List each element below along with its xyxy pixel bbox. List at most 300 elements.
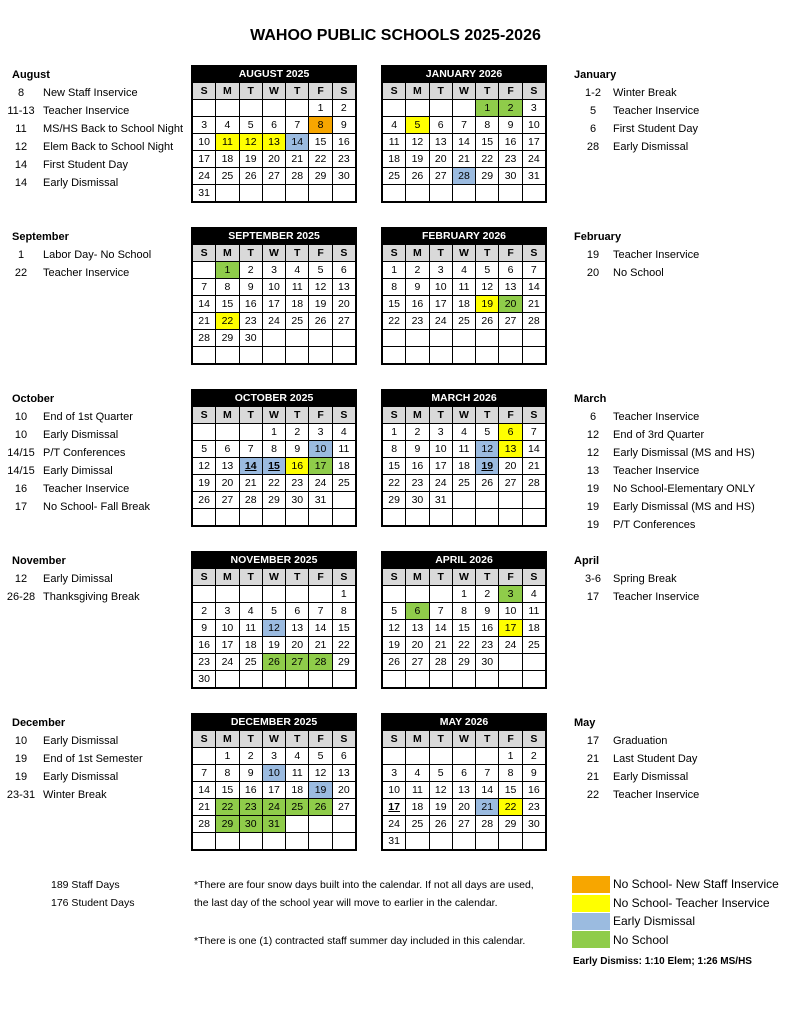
calendar-day: 26: [309, 799, 332, 816]
snow-day-note-line2: the last day of the school year will move to earlier in the calendar.: [194, 897, 498, 909]
calendar-day: 31: [383, 833, 406, 850]
calendar-day: 14: [286, 134, 309, 151]
legend-label-early-dismissal: Early Dismissal: [613, 914, 696, 928]
calendar-week-row: [193, 799, 356, 816]
calendar-day: 21: [286, 151, 309, 168]
calendar-day: 18: [452, 458, 475, 475]
event-date: 1-2: [585, 87, 601, 99]
weekday-label: W: [262, 83, 285, 100]
calendar-day: 24: [383, 816, 406, 833]
calendar-day: 14: [452, 134, 475, 151]
calendar-day: 31: [309, 492, 332, 509]
calendar-day: 23: [193, 654, 216, 671]
calendar-day: 18: [216, 151, 239, 168]
calendar-empty-cell: [262, 586, 285, 603]
calendar-empty-cell: [476, 833, 499, 850]
calendar-day: 8: [216, 279, 239, 296]
weekday-label: S: [522, 731, 545, 748]
calendar-empty-cell: [193, 509, 216, 526]
calendar-day: 11: [286, 765, 309, 782]
calendar-empty-cell: [332, 509, 355, 526]
calendar-empty-cell: [522, 509, 545, 526]
event-date: 23-31: [6, 789, 36, 801]
weekday-label: M: [216, 245, 239, 262]
calendar-day: 17: [383, 799, 406, 816]
calendar-day: 1: [216, 262, 239, 279]
calendar-day: 6: [429, 117, 452, 134]
calendar-empty-cell: [286, 671, 309, 688]
calendar-day: 6: [262, 117, 285, 134]
event-description: Teacher Inservice: [613, 411, 700, 423]
calendar-month-title: JANUARY 2026: [382, 66, 546, 82]
calendar-day: 16: [522, 782, 545, 799]
calendar-empty-cell: [262, 671, 285, 688]
calendar-day: 21: [452, 151, 475, 168]
calendar-day: 21: [522, 296, 545, 313]
calendar-empty-cell: [499, 509, 522, 526]
calendar-day: 19: [429, 799, 452, 816]
calendar-day: 10: [262, 279, 285, 296]
calendar-day: 4: [452, 262, 475, 279]
event-date: 28: [586, 141, 600, 153]
calendar-day: 25: [216, 168, 239, 185]
weekday-header-row: [193, 245, 356, 262]
weekday-label: T: [429, 245, 452, 262]
calendar-empty-cell: [309, 330, 332, 347]
calendar-day: 15: [309, 134, 332, 151]
event-description: End of 1st Semester: [43, 753, 143, 765]
event-date: 12: [14, 141, 28, 153]
event-description: Thanksgiving Break: [43, 591, 140, 603]
section-heading-may: May: [574, 717, 596, 729]
month-calendar: [381, 551, 547, 689]
calendar-day: 11: [286, 279, 309, 296]
calendar-day: 8: [476, 117, 499, 134]
calendar-empty-cell: [239, 185, 262, 202]
calendar-empty-cell: [332, 185, 355, 202]
section-heading-january: January: [574, 69, 617, 81]
calendar-week-row: [193, 833, 356, 850]
calendar-day: 8: [262, 441, 285, 458]
calendar-day: 25: [406, 816, 429, 833]
calendar-day: 27: [499, 475, 522, 492]
calendar-empty-cell: [239, 424, 262, 441]
calendar-day: 6: [332, 262, 355, 279]
event-description: No School- Fall Break: [43, 501, 150, 513]
weekday-label: F: [309, 731, 332, 748]
calendar-empty-cell: [476, 347, 499, 364]
weekday-label: M: [216, 407, 239, 424]
event-date: 21: [586, 753, 600, 765]
calendar-day: 10: [383, 782, 406, 799]
calendar-day: 18: [452, 296, 475, 313]
weekday-label: S: [522, 245, 545, 262]
section-heading-october: October: [12, 393, 55, 405]
weekday-label: S: [193, 245, 216, 262]
calendar-day: 28: [309, 654, 332, 671]
calendar-day: 13: [429, 134, 452, 151]
event-date: 12: [586, 447, 600, 459]
calendar-day: 28: [286, 168, 309, 185]
calendar-day: 12: [429, 782, 452, 799]
event-description: Early Dimissal: [43, 465, 113, 477]
calendar-week-row: [383, 782, 546, 799]
weekday-label: S: [193, 83, 216, 100]
weekday-label: S: [332, 407, 355, 424]
calendar-week-row: [383, 586, 546, 603]
calendar-empty-cell: [309, 347, 332, 364]
calendar-day: 11: [452, 441, 475, 458]
calendar-empty-cell: [216, 509, 239, 526]
weekday-label: S: [332, 245, 355, 262]
weekday-label: M: [406, 569, 429, 586]
calendar-day: 20: [499, 458, 522, 475]
calendar-empty-cell: [216, 185, 239, 202]
calendar-day: 28: [522, 475, 545, 492]
event-description: Teacher Inservice: [613, 591, 700, 603]
calendar-day: 11: [239, 620, 262, 637]
month-calendar: [381, 65, 547, 203]
calendar-empty-cell: [286, 347, 309, 364]
month-calendar: [191, 551, 357, 689]
weekday-label: S: [383, 245, 406, 262]
event-date: 26-28: [6, 591, 36, 603]
weekday-label: T: [239, 731, 262, 748]
event-date: 10: [14, 429, 28, 441]
calendar-day: 5: [429, 765, 452, 782]
calendar-day: 5: [476, 424, 499, 441]
calendar-empty-cell: [522, 654, 545, 671]
calendar-day: 25: [239, 654, 262, 671]
calendar-day: 2: [522, 748, 545, 765]
weekday-label: W: [452, 731, 475, 748]
calendar-empty-cell: [429, 100, 452, 117]
calendar-empty-cell: [239, 671, 262, 688]
month-calendar: [191, 65, 357, 203]
event-description: Early Dismissal: [43, 735, 119, 747]
calendar-day: 29: [332, 654, 355, 671]
calendar-day: 14: [522, 441, 545, 458]
calendar-day: 30: [193, 671, 216, 688]
weekday-label: T: [429, 83, 452, 100]
calendar-empty-cell: [216, 100, 239, 117]
calendar-week-row: [193, 492, 356, 509]
calendar-day: 25: [286, 313, 309, 330]
calendar-day: 10: [262, 765, 285, 782]
event-description: New Staff Inservice: [43, 87, 138, 99]
weekday-label: S: [193, 731, 216, 748]
calendar-empty-cell: [286, 816, 309, 833]
calendar-day: 7: [193, 279, 216, 296]
calendar-empty-cell: [332, 833, 355, 850]
calendar-day: 20: [286, 637, 309, 654]
event-description: Early Dismissal: [43, 177, 119, 189]
calendar-day: 17: [309, 458, 332, 475]
calendar-day: 20: [332, 782, 355, 799]
calendar-day: 13: [262, 134, 285, 151]
weekday-header-row: [193, 407, 356, 424]
weekday-label: T: [476, 245, 499, 262]
weekday-header-row: [383, 245, 546, 262]
calendar-day: 6: [406, 603, 429, 620]
calendar-day: 14: [522, 279, 545, 296]
calendar-day: 6: [499, 262, 522, 279]
summer-day-note: *There is one (1) contracted staff summer day included in this calendar.: [194, 935, 526, 947]
calendar-day: 2: [499, 100, 522, 117]
calendar-week-row: [193, 765, 356, 782]
calendar-day: 21: [522, 458, 545, 475]
calendar-day: 14: [309, 620, 332, 637]
calendar-day: 21: [193, 313, 216, 330]
calendar-empty-cell: [286, 509, 309, 526]
calendar-day: 1: [383, 262, 406, 279]
calendar-week-row: [193, 168, 356, 185]
calendar-empty-cell: [262, 347, 285, 364]
calendar-empty-cell: [522, 671, 545, 688]
calendar-day: 14: [429, 620, 452, 637]
calendar-day: 18: [286, 782, 309, 799]
calendar-day: 16: [239, 296, 262, 313]
event-date: 1: [17, 249, 25, 261]
calendar-day: 8: [499, 765, 522, 782]
calendar-day: 16: [476, 620, 499, 637]
calendar-week-row: [383, 424, 546, 441]
calendar-day: 16: [239, 782, 262, 799]
calendar-day: 28: [452, 168, 475, 185]
calendar-day: 28: [476, 816, 499, 833]
calendar-day: 26: [406, 168, 429, 185]
calendar-day: 24: [499, 637, 522, 654]
calendar-day: 19: [476, 458, 499, 475]
legend-label-new-staff: No School- New Staff Inservice: [613, 877, 779, 891]
calendar-day: 3: [499, 586, 522, 603]
calendar-empty-cell: [332, 492, 355, 509]
calendar-day: 16: [193, 637, 216, 654]
calendar-day: 3: [309, 424, 332, 441]
calendar-week-row: [383, 296, 546, 313]
event-date: 19: [586, 501, 600, 513]
event-description: First Student Day: [613, 123, 698, 135]
calendar-day: 22: [332, 637, 355, 654]
calendar-empty-cell: [309, 509, 332, 526]
event-description: Early Dismissal (MS and HS): [613, 447, 755, 459]
calendar-day: 2: [406, 424, 429, 441]
calendar-day: 30: [476, 654, 499, 671]
calendar-day: 25: [332, 475, 355, 492]
weekday-label: S: [383, 407, 406, 424]
calendar-empty-cell: [499, 671, 522, 688]
event-description: Early Dismissal: [613, 771, 689, 783]
calendar-day: 30: [522, 816, 545, 833]
calendar-day: 29: [499, 816, 522, 833]
calendar-day: 22: [383, 475, 406, 492]
calendar-day: 12: [406, 134, 429, 151]
calendar-week-row: [193, 748, 356, 765]
calendar-day: 27: [452, 816, 475, 833]
calendar-day: 16: [406, 458, 429, 475]
calendar-day: 27: [332, 313, 355, 330]
calendar-day: 8: [216, 765, 239, 782]
event-date: 14: [14, 159, 28, 171]
calendar-day: 5: [309, 748, 332, 765]
event-description: End of 3rd Quarter: [613, 429, 705, 441]
calendar-empty-cell: [452, 185, 475, 202]
calendar-empty-cell: [406, 509, 429, 526]
weekday-label: W: [452, 569, 475, 586]
calendar-day: 1: [499, 748, 522, 765]
calendar-week-row: [383, 654, 546, 671]
calendar-day: 12: [383, 620, 406, 637]
calendar-day: 29: [216, 330, 239, 347]
calendar-empty-cell: [286, 586, 309, 603]
calendar-empty-cell: [522, 492, 545, 509]
section-heading-april: April: [574, 555, 600, 567]
calendar-day: 12: [239, 134, 262, 151]
calendar-day: 13: [332, 765, 355, 782]
weekday-label: T: [286, 731, 309, 748]
calendar-day: 30: [239, 330, 262, 347]
calendar-day: 4: [286, 262, 309, 279]
calendar-day: 24: [309, 475, 332, 492]
event-description: P/T Conferences: [613, 519, 696, 531]
calendar-week-row: [383, 313, 546, 330]
calendar-empty-cell: [262, 509, 285, 526]
calendar-week-row: [193, 134, 356, 151]
calendar-day: 12: [193, 458, 216, 475]
weekday-label: W: [262, 245, 285, 262]
calendar-day: 26: [193, 492, 216, 509]
calendar-day: 27: [406, 654, 429, 671]
calendar-day: 21: [476, 799, 499, 816]
calendar-empty-cell: [193, 833, 216, 850]
calendar-empty-cell: [429, 671, 452, 688]
calendar-empty-cell: [429, 330, 452, 347]
event-date: 22: [14, 267, 28, 279]
calendar-week-row: [383, 603, 546, 620]
calendar-day: 25: [452, 475, 475, 492]
calendar-week-row: [193, 313, 356, 330]
weekday-label: S: [522, 83, 545, 100]
event-date: 19: [586, 483, 600, 495]
calendar-empty-cell: [332, 347, 355, 364]
legend-swatch-no-school: [572, 931, 610, 948]
calendar-day: 9: [499, 117, 522, 134]
calendar-day: 30: [406, 492, 429, 509]
calendar-day: 17: [522, 134, 545, 151]
calendar-day: 3: [522, 100, 545, 117]
calendar-day: 17: [429, 296, 452, 313]
calendar-month-title: OCTOBER 2025: [192, 390, 356, 406]
calendar-day: 1: [309, 100, 332, 117]
event-date: 19: [14, 753, 28, 765]
calendar-empty-cell: [522, 185, 545, 202]
event-description: Teacher Inservice: [613, 249, 700, 261]
section-heading-september: September: [12, 231, 69, 243]
calendar-day: 16: [332, 134, 355, 151]
calendar-day: 11: [216, 134, 239, 151]
weekday-label: F: [499, 731, 522, 748]
calendar-day: 25: [452, 313, 475, 330]
weekday-label: T: [239, 245, 262, 262]
calendar-empty-cell: [429, 586, 452, 603]
calendar-week-row: [383, 347, 546, 364]
calendar-day: 14: [476, 782, 499, 799]
calendar-week-row: [193, 151, 356, 168]
section-heading-november: November: [12, 555, 66, 567]
month-calendar: [381, 227, 547, 365]
calendar-day: 15: [476, 134, 499, 151]
weekday-label: S: [193, 407, 216, 424]
calendar-day: 27: [286, 654, 309, 671]
calendar-week-row: [383, 748, 546, 765]
calendar-month-title: DECEMBER 2025: [192, 714, 356, 730]
calendar-day: 7: [193, 765, 216, 782]
calendar-empty-cell: [309, 185, 332, 202]
weekday-label: S: [383, 83, 406, 100]
calendar-empty-cell: [239, 347, 262, 364]
weekday-label: S: [383, 569, 406, 586]
calendar-day: 1: [383, 424, 406, 441]
legend-swatch-early-dismissal: [572, 913, 610, 930]
calendar-day: 12: [262, 620, 285, 637]
calendar-day: 5: [406, 117, 429, 134]
calendar-day: 30: [286, 492, 309, 509]
calendar-week-row: [383, 637, 546, 654]
weekday-header-row: [383, 407, 546, 424]
calendar-empty-cell: [383, 586, 406, 603]
calendar-day: 19: [309, 296, 332, 313]
event-description: Labor Day- No School: [43, 249, 152, 261]
event-date: 10: [14, 411, 28, 423]
calendar-month-title: MAY 2026: [382, 714, 546, 730]
calendar-day: 11: [522, 603, 545, 620]
calendar-empty-cell: [499, 330, 522, 347]
calendar-day: 13: [286, 620, 309, 637]
weekday-header-row: [383, 83, 546, 100]
calendar-day: 4: [406, 765, 429, 782]
calendar-empty-cell: [406, 347, 429, 364]
calendar-day: 3: [262, 262, 285, 279]
calendar-empty-cell: [452, 492, 475, 509]
calendar-empty-cell: [476, 748, 499, 765]
legend-label-no-school: No School: [613, 933, 669, 947]
calendar-empty-cell: [193, 424, 216, 441]
weekday-label: S: [383, 731, 406, 748]
weekday-label: T: [239, 407, 262, 424]
calendar-week-row: [193, 620, 356, 637]
calendar-day: 19: [383, 637, 406, 654]
calendar-day: 6: [332, 748, 355, 765]
calendar-day: 18: [406, 799, 429, 816]
calendar-day: 16: [286, 458, 309, 475]
calendar-empty-cell: [193, 586, 216, 603]
calendar-empty-cell: [406, 185, 429, 202]
event-description: First Student Day: [43, 159, 128, 171]
weekday-label: W: [452, 245, 475, 262]
calendar-empty-cell: [216, 586, 239, 603]
calendar-week-row: [193, 654, 356, 671]
calendar-day: 28: [239, 492, 262, 509]
calendar-day: 22: [499, 799, 522, 816]
weekday-label: M: [406, 83, 429, 100]
calendar-week-row: [383, 185, 546, 202]
calendar-day: 19: [193, 475, 216, 492]
calendar-empty-cell: [522, 330, 545, 347]
calendar-week-row: [193, 347, 356, 364]
calendar-day: 14: [239, 458, 262, 475]
calendar-day: 5: [193, 441, 216, 458]
calendar-day: 1: [332, 586, 355, 603]
